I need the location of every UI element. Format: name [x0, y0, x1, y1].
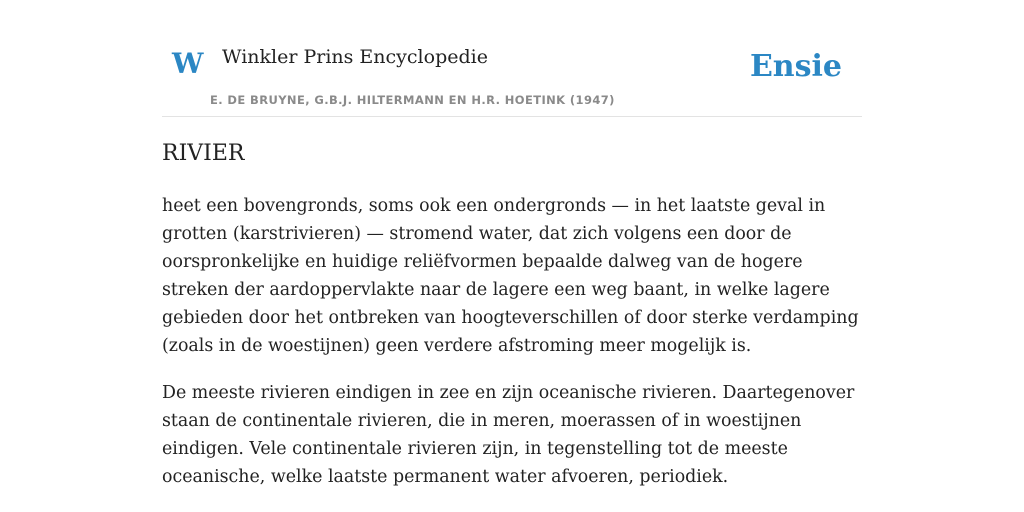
- winkler-prins-logo[interactable]: W: [172, 47, 204, 80]
- encyclopedia-header: [162, 0, 862, 117]
- ensie-logo[interactable]: Ensie: [749, 49, 842, 84]
- article-paragraph: heet een bovengronds, soms ook een ondergronds — in het laatste geval in grotten (karstrivieren) — stromend water, dat zich volgens een door de oorspronkelijke en huidige reliëfvormen bepaalde dalweg van de hogere streken der aardoppervlakte naar de lagere een weg baant, in welke lagere gebieden door het ontbreken van hoogteverschillen of door sterke verdamping (zoals in de woestijnen) geen verdere afstroming meer mogelijk is.: [162, 196, 859, 356]
- source-authors: E. DE BRUYNE, G.B.J. HILTERMANN EN H.R. HOETINK (1947): [210, 93, 615, 107]
- article-paragraph: De meeste rivieren eindigen in zee en zijn oceanische rivieren. Daartegenover staan de continentale rivieren, die in meren, moerassen of in woestijnen eindigen. Vele continentale rivieren zijn, in tegenstelling tot de meeste oceanische, welke laatste permanent water afvoeren, periodiek.: [162, 383, 855, 487]
- article-body: [162, 192, 874, 510]
- article-headword: RIVIER: [162, 141, 245, 166]
- source-title[interactable]: Winkler Prins Encyclopedie: [222, 46, 488, 68]
